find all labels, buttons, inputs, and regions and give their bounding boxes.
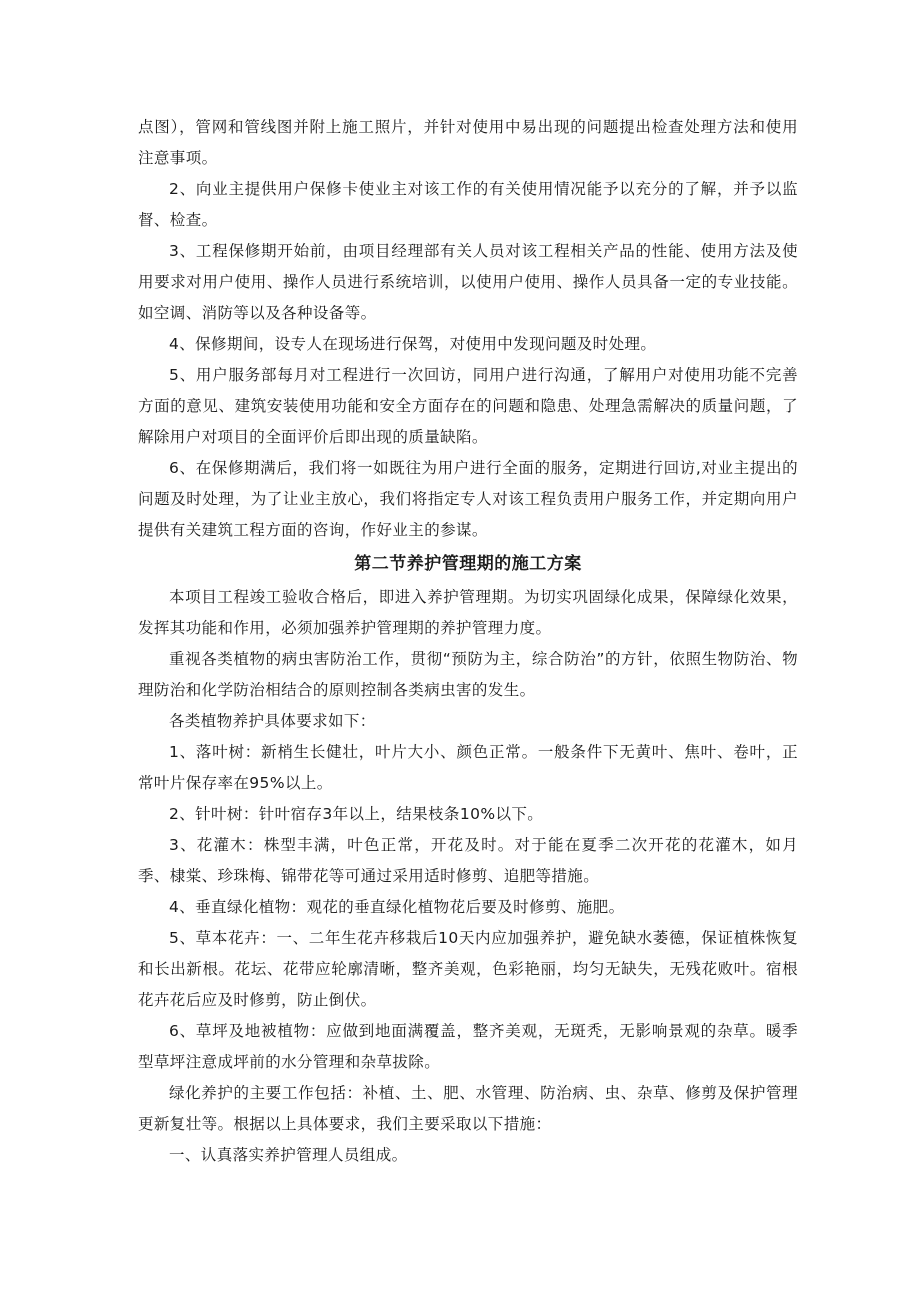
paragraph-lawn-groundcover: 6、草坪及地被植物：应做到地面满覆盖，整齐美观，无斑秃，无影响景观的杂草。暖季型草坪注意成坪前的水分管理和杂草拔除。 bbox=[138, 1022, 798, 1071]
section-heading: 第二节养护管理期的施工方案 bbox=[354, 554, 582, 574]
paragraph-item-4: 4、保修期间，设专人在现场进行保驾，对使用中发现问题及时处理。 bbox=[169, 335, 657, 353]
paragraph-item-5: 5、用户服务部每月对工程进行一次回访，同用户进行沟通，了解用户对使用功能不完善方面的意见、建筑安装使用功能和安全方面存在的问题和隐患、处理急需解决的质量问题，了解除用户对项目的全面评价后即出现的质量缺陷。 bbox=[138, 366, 798, 446]
paragraph-continued: 点图），管网和管线图并附上施工照片，并针对使用中易出现的问题提出检查处理方法和使用注意事项。 bbox=[138, 118, 798, 167]
paragraph-requirements-heading: 各类植物养护具体要求如下： bbox=[169, 712, 376, 730]
paragraph-deciduous-trees: 1、落叶树：新梢生长健壮，叶片大小、颜色正常。一般条件下无黄叶、焦叶、卷叶，正常叶片保存率在95%以上。 bbox=[138, 743, 798, 792]
paragraph-measure-1: 一、认真落实养护管理人员组成。 bbox=[169, 1146, 408, 1164]
paragraph-item-2: 2、向业主提供用户保修卡使业主对该工作的有关使用情况能予以充分的了解，并予以监督、检查。 bbox=[138, 180, 798, 229]
paragraph-item-6: 6、在保修期满后，我们将一如既往为用户进行全面的服务，定期进行回访,对业主提出的问题及时处理，为了让业主放心，我们将指定专人对该工程负责用户服务工作，并定期向用户提供有关建筑工程方面的咨询，作好业主的参谋。 bbox=[138, 459, 798, 539]
paragraph-flowering-shrubs: 3、花灌木：株型丰满，叶色正常，开花及时。对于能在夏季二次开花的花灌木，如月季、棣棠、珍珠梅、锦带花等可通过采用适时修剪、追肥等措施。 bbox=[138, 836, 798, 885]
paragraph-pest-control: 重视各类植物的病虫害防治工作，贯彻“预防为主，综合防治”的方针，依照生物防治、物理防治和化学防治相结合的原则控制各类病虫害的发生。 bbox=[138, 650, 798, 699]
paragraph-maintenance-work: 绿化养护的主要工作包括：补植、土、肥、水管理、防治病、虫、杂草、修剪及保护管理更新复壮等。根据以上具体要求，我们主要采取以下措施： bbox=[138, 1084, 798, 1133]
paragraph-vertical-greening: 4、垂直绿化植物：观花的垂直绿化植物花后要及时修剪、施肥。 bbox=[169, 898, 625, 916]
paragraph-conifers: 2、针叶树：针叶宿存3年以上，结果枝条10%以下。 bbox=[169, 805, 544, 823]
paragraph-intro: 本项目工程竣工验收合格后，即进入养护管理期。为切实巩固绿化成果，保障绿化效果，发挥其功能和作用，必须加强养护管理期的养护管理力度。 bbox=[138, 588, 798, 637]
document-page bbox=[138, 112, 798, 1171]
paragraph-item-3: 3、工程保修期开始前，由项目经理部有关人员对该工程相关产品的性能、使用方法及使用要求对用户使用、操作人员进行系统培训，以使用户使用、操作人员具备一定的专业技能。如空调、消防等以及各种设备等。 bbox=[138, 242, 798, 322]
paragraph-herbaceous-flowers: 5、草本花卉：一、二年生花卉移栽后10天内应加强养护，避免缺水萎德，保证植株恢复和长出新根。花坛、花带应轮廓清晰，整齐美观，色彩艳丽，均匀无缺失，无残花败叶。宿根花卉花后应及时修剪，防止倒伏。 bbox=[138, 929, 798, 1009]
